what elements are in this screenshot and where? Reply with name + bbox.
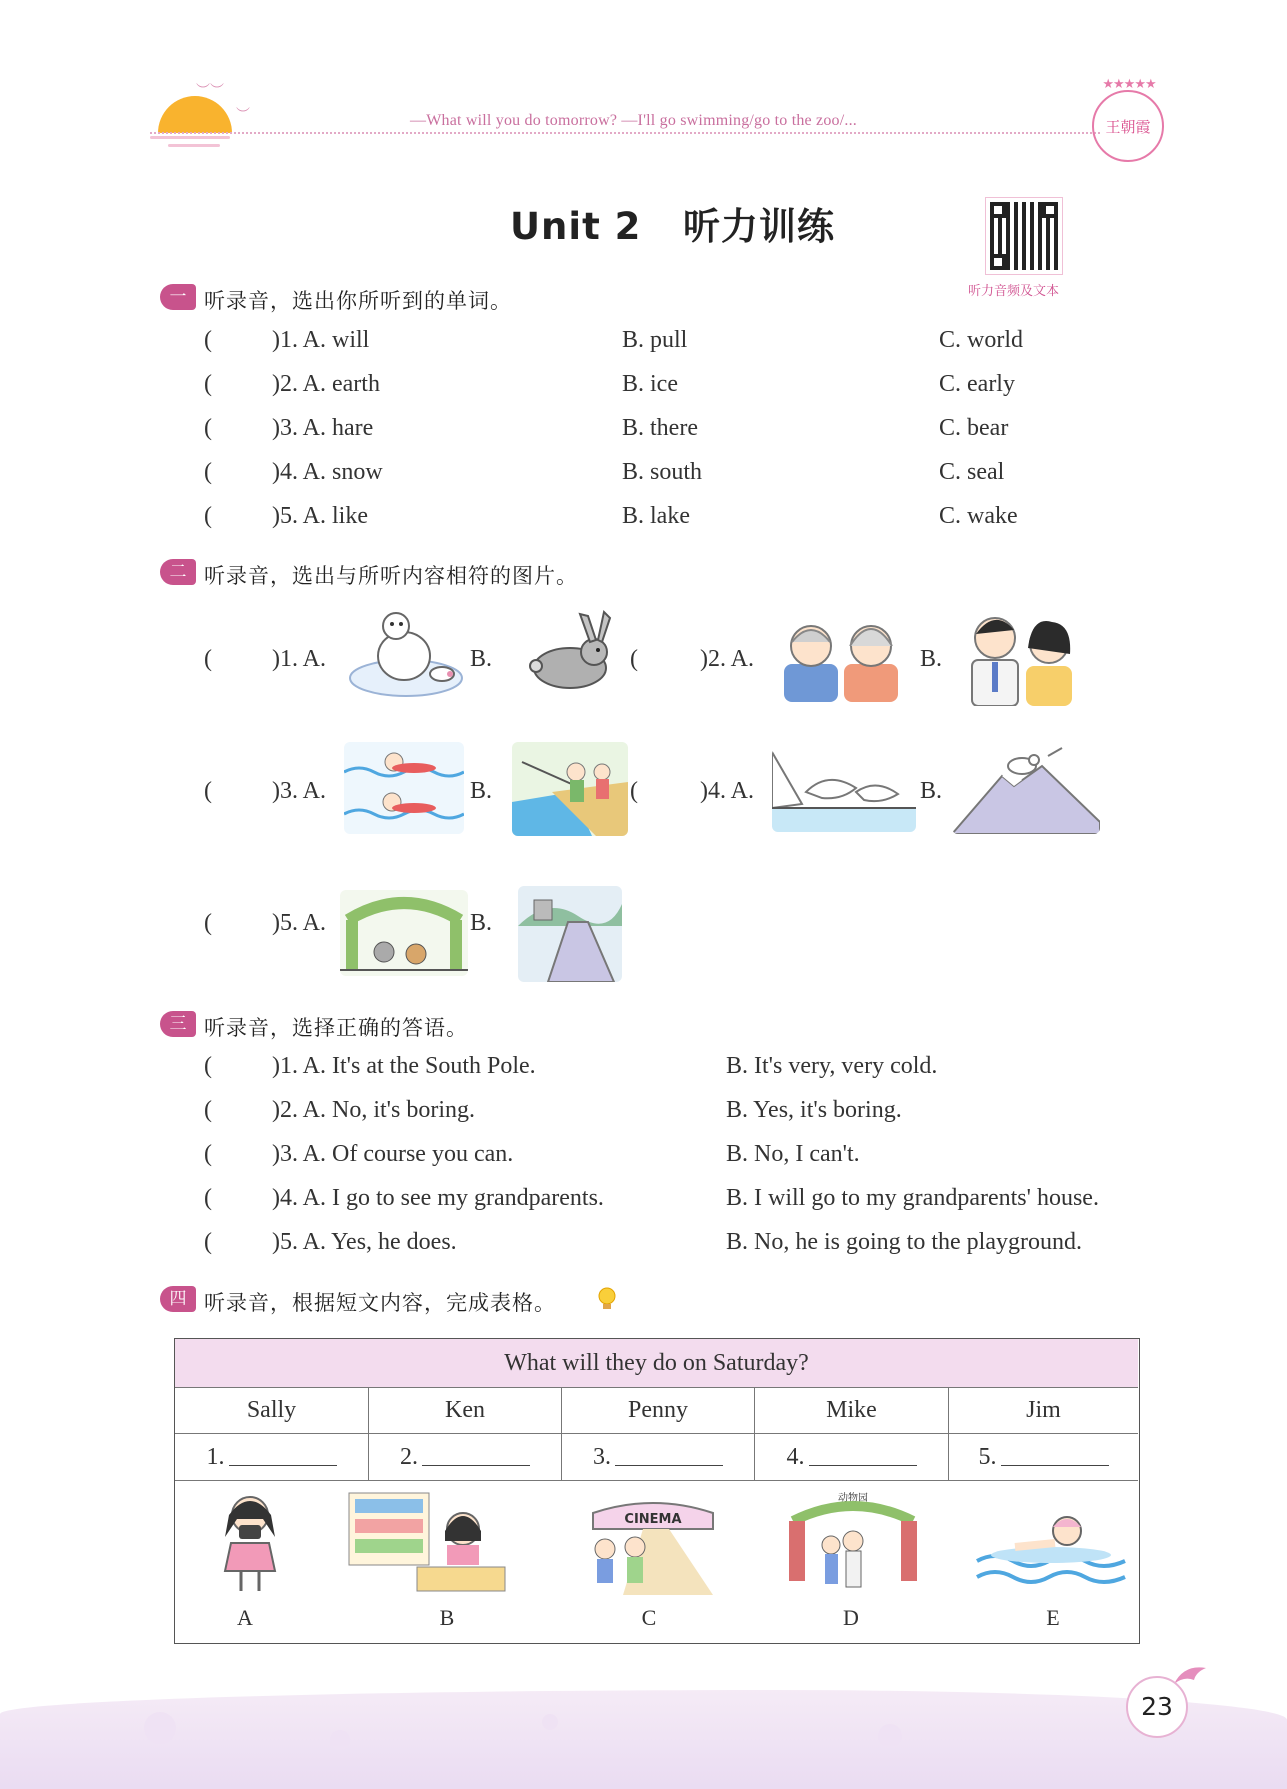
- response-option-a: )3. A. Of course you can.: [272, 1141, 514, 1167]
- parents-image[interactable]: [968, 604, 1076, 706]
- answer-paren[interactable]: (: [204, 415, 212, 441]
- question-option-a: )1. A. will: [272, 327, 370, 353]
- section-badge: 四: [160, 1286, 196, 1312]
- swimming-image[interactable]: [344, 742, 464, 834]
- table-cell-blank[interactable]: [755, 1434, 949, 1480]
- blank-number: 1.: [206, 1444, 225, 1470]
- table-cell-name: Penny: [562, 1387, 755, 1433]
- qr-finder-icon: [990, 254, 1006, 270]
- boy-swimming-image: [975, 1505, 1127, 1589]
- question-option-b: B. pull: [622, 327, 688, 353]
- running-header: —What will you do tomorrow? —I'll go swimming/go to the zoo/...: [410, 112, 857, 129]
- answer-line[interactable]: [615, 1443, 723, 1466]
- response-option-a: )5. A. Yes, he does.: [272, 1229, 457, 1255]
- fishing-image[interactable]: [512, 742, 628, 836]
- answer-paren[interactable]: (: [204, 1229, 212, 1255]
- response-option-b: B. No, he is going to the playground.: [726, 1229, 1082, 1255]
- table-cell-blank[interactable]: [369, 1434, 562, 1480]
- table-cell-name: Mike: [755, 1387, 949, 1433]
- response-option-b: B. It's very, very cold.: [726, 1053, 938, 1079]
- question-option-c: C. wake: [939, 503, 1018, 529]
- question-label: )5. A.: [272, 910, 326, 936]
- girl-reading-in-library-image: [347, 1491, 507, 1595]
- answer-paren[interactable]: (: [204, 459, 212, 485]
- option-b-label: B.: [470, 778, 493, 804]
- answer-line[interactable]: [422, 1443, 530, 1466]
- table-row-names: [175, 1387, 1138, 1434]
- qr-code-icon[interactable]: [986, 198, 1062, 274]
- stars-icon: ★★★★★: [1102, 76, 1156, 91]
- section-title: 听录音，选出与所听内容相符的图片。: [204, 564, 578, 588]
- question-option-c: C. early: [939, 371, 1015, 397]
- picture-label: A: [237, 1605, 253, 1630]
- section-title: 听录音，根据短文内容，完成表格。: [204, 1291, 556, 1315]
- answer-paren[interactable]: (: [204, 503, 212, 529]
- response-option-a: )2. A. No, it's boring.: [272, 1097, 475, 1123]
- cinema-sign-text: CINEMA: [624, 1512, 682, 1527]
- option-b-label: B.: [920, 778, 943, 804]
- answer-paren[interactable]: (: [630, 778, 638, 804]
- publisher-seal: 王朝霞: [1092, 90, 1164, 162]
- answer-paren[interactable]: (: [204, 1053, 212, 1079]
- option-b-label: B.: [470, 910, 493, 936]
- question-option-c: C. world: [939, 327, 1023, 353]
- question-option-a: )4. A. snow: [272, 459, 383, 485]
- question-label: )3. A.: [272, 778, 326, 804]
- question-option-a: )3. A. hare: [272, 415, 374, 441]
- section-badge: 二: [160, 559, 196, 585]
- response-option-b: B. No, I can't.: [726, 1141, 860, 1167]
- saturday-table: [174, 1338, 1140, 1644]
- table-heading: What will they do on Saturday?: [175, 1339, 1138, 1388]
- answer-paren[interactable]: (: [204, 910, 212, 936]
- girl-with-camera-image: [205, 1489, 295, 1595]
- response-option-b: B. Yes, it's boring.: [726, 1097, 902, 1123]
- bird-icon: ︶︶: [196, 84, 224, 99]
- qr-finder-icon: [990, 202, 1006, 218]
- hare-image[interactable]: [520, 610, 616, 696]
- table-cell-blank[interactable]: [949, 1434, 1138, 1480]
- picture-label: E: [1046, 1605, 1060, 1630]
- grandparents-image[interactable]: [780, 612, 904, 702]
- sun-water-line: [168, 144, 220, 147]
- table-cell-name: Ken: [369, 1387, 562, 1433]
- answer-paren[interactable]: (: [204, 1185, 212, 1211]
- table-cell-name: Jim: [1026, 1397, 1061, 1423]
- answer-paren[interactable]: (: [204, 778, 212, 804]
- question-option-a: )5. A. like: [272, 503, 368, 529]
- question-option-b: B. lake: [622, 503, 690, 529]
- table-row-blanks: [175, 1434, 1138, 1481]
- lightbulb-icon: [596, 1286, 618, 1312]
- page-title: Unit 2 听力训练: [510, 205, 836, 248]
- answer-paren[interactable]: (: [204, 371, 212, 397]
- question-option-a: )2. A. earth: [272, 371, 380, 397]
- answer-paren[interactable]: (: [204, 327, 212, 353]
- answer-paren[interactable]: (: [204, 1097, 212, 1123]
- answer-paren[interactable]: (: [204, 646, 212, 672]
- table-cell-blank[interactable]: [562, 1434, 755, 1480]
- question-option-b: B. there: [622, 415, 698, 441]
- question-option-c: C. seal: [939, 459, 1005, 485]
- question-option-b: B. south: [622, 459, 703, 485]
- question-label: )2. A.: [700, 646, 754, 672]
- question-label: )1. A.: [272, 646, 326, 672]
- picture-label: B: [439, 1605, 455, 1630]
- zoo-gate-image: [783, 1487, 923, 1597]
- picture-label: D: [843, 1605, 859, 1630]
- response-option-a: )1. A. It's at the South Pole.: [272, 1053, 536, 1079]
- picture-label: C: [641, 1605, 657, 1630]
- table-cell-name: Sally: [175, 1387, 369, 1433]
- qr-finder-icon: [1042, 202, 1058, 218]
- question-option-c: C. bear: [939, 415, 1009, 441]
- sun-decoration: [158, 96, 232, 133]
- header-divider: [150, 132, 1100, 134]
- section-badge: 一: [160, 284, 196, 310]
- response-option-a: )4. A. I go to see my grandparents.: [272, 1185, 604, 1211]
- footer-bubbles-icon: [130, 1700, 1130, 1780]
- zoo-sign-text: 动物园: [838, 1493, 868, 1504]
- great-wall-image[interactable]: [518, 886, 622, 982]
- bear-on-mountain-image[interactable]: [952, 746, 1100, 834]
- option-b-label: B.: [470, 646, 493, 672]
- answer-line[interactable]: [809, 1443, 917, 1466]
- answer-line[interactable]: [1001, 1443, 1109, 1466]
- seals-on-ice-image[interactable]: [772, 748, 916, 832]
- option-b-label: B.: [920, 646, 943, 672]
- page-number: 23: [1126, 1676, 1188, 1738]
- blank-number: 4.: [786, 1444, 805, 1470]
- qr-label: 听力音频及文本: [968, 284, 1060, 299]
- bird-icon: ︶: [236, 108, 250, 123]
- answer-line[interactable]: [229, 1443, 337, 1466]
- sun-water-line: [150, 136, 230, 139]
- response-option-b: B. I will go to my grandparents' house.: [726, 1185, 1099, 1211]
- polar-bear-on-ice-image[interactable]: [346, 608, 466, 700]
- blank-number: 5.: [978, 1444, 997, 1470]
- section-title: 听录音，选择正确的答语。: [204, 1016, 468, 1040]
- zoo-image[interactable]: [340, 890, 468, 976]
- blank-number: 2.: [400, 1444, 418, 1470]
- cinema-image: [573, 1489, 733, 1595]
- blank-number: 3.: [593, 1444, 611, 1470]
- section-badge: 三: [160, 1011, 196, 1037]
- answer-paren[interactable]: (: [630, 646, 638, 672]
- question-label: )4. A.: [700, 778, 754, 804]
- section-title: 听录音，选出你所听到的单词。: [204, 289, 512, 313]
- table-cell-blank[interactable]: [175, 1434, 369, 1480]
- answer-paren[interactable]: (: [204, 1141, 212, 1167]
- question-option-b: B. ice: [622, 371, 678, 397]
